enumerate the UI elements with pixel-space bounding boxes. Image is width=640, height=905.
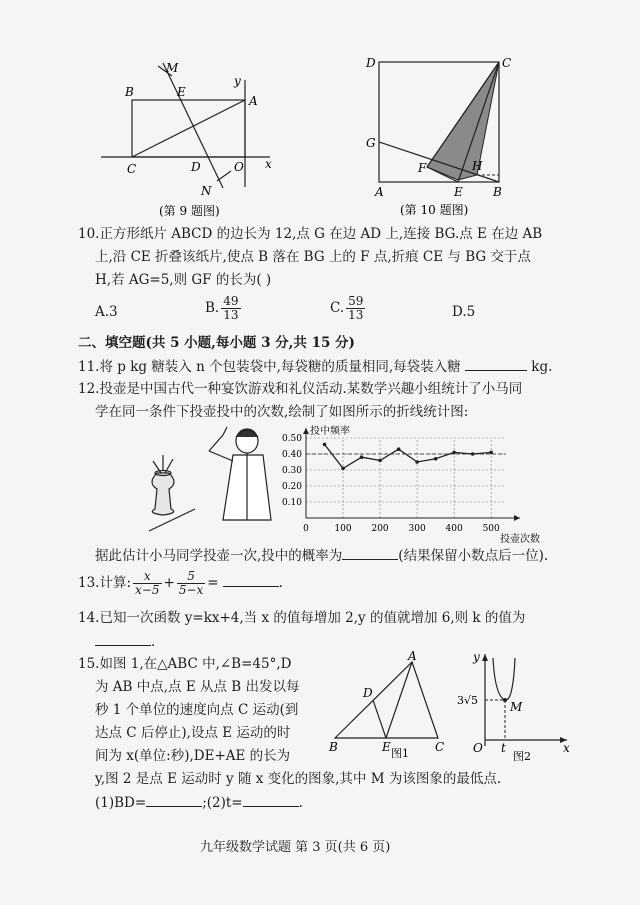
q12-frequency-chart (270, 420, 540, 545)
fig15b-label-t: t (501, 741, 506, 755)
chart-series-line (325, 444, 492, 468)
fig9-label-C: C (127, 162, 137, 176)
chart-y-arrow (303, 428, 309, 434)
q15-line6: y,图 2 是点 E 运动时 y 随 x 变化的图象,其中 M 为该图象的最低点. (95, 771, 502, 787)
chart-xlabel: 投壶次数 (500, 534, 540, 545)
fig10-label-H: H (472, 159, 483, 173)
q10-line3: H,若 AG=5,则 GF 的长为( ) (95, 272, 272, 288)
chart-data-point (341, 467, 345, 471)
fig15b-label-O: O (473, 741, 483, 755)
q15-line4: 达点 C 后停止),设点 E 运动的时 (95, 725, 291, 741)
figure-15-1 (325, 650, 450, 760)
fig10-label-B: B (493, 185, 502, 199)
fig10-label-F: F (418, 161, 427, 175)
q10-line1: 10.正方形纸片 ABCD 的边长为 12,点 G 在边 AD 上,连接 BG.点 E 在边 AB (78, 226, 543, 242)
q11-answer-blank (465, 356, 527, 371)
chart-data-point (434, 457, 438, 461)
fig9-label-y: y (234, 74, 241, 88)
chart-ytick-label: 0.40 (281, 450, 302, 460)
q10-option-d: D.5 (452, 304, 476, 320)
q11: 11.将 p kg 糖装入 n 个包装袋中,每袋糖的质量相同,每袋装入糖 kg. (78, 356, 552, 377)
q10-option-b: B. $\frac{49}{13}$ (205, 294, 239, 322)
section-fill-in-title: 二、填空题(共 5 小题,每小题 3 分,共 15 分) (78, 335, 355, 351)
fig9-label-E: E (177, 85, 186, 99)
q15-line7: (1)BD= ;(2)t= . (95, 792, 303, 813)
fig9-label-x: x (265, 157, 272, 171)
fig9-label-A: A (249, 94, 258, 108)
fig15a-label-D: D (363, 686, 373, 700)
chart-ytick-label: 0.20 (281, 482, 302, 492)
chart-data-point (489, 451, 493, 455)
q15-line5: 间为 x(单位:秒),DE+AE 的长为 (95, 748, 291, 764)
fig9-label-B: B (125, 85, 134, 99)
touhu-illustration (135, 425, 280, 535)
q15-t-blank (243, 792, 299, 807)
chart-ytick-label: 0.10 (281, 498, 302, 508)
fig15b-label-M: M (510, 700, 523, 714)
fig10-label-D: D (366, 56, 376, 70)
chart-data-point (397, 447, 401, 451)
chart-data-point (378, 459, 382, 463)
fig9-label-N: N (201, 184, 212, 198)
q14-answer-blank (95, 631, 151, 646)
q13: 13.计算: $\frac{x}{x-5}$ + $\frac{5}{5-x}$ = . (78, 569, 283, 597)
chart-x-arrow (514, 515, 520, 521)
fig10-label-G: G (366, 136, 376, 150)
q12-answer-blank (342, 545, 398, 560)
fig15a-label-E: E (382, 740, 391, 754)
q12-line3: 据此估计小马同学投壶一次,投中的概率为 (结果保留小数点后一位). (95, 545, 548, 566)
q14-line2: . (95, 631, 155, 652)
q10-option-c: C. $\frac{59}{13}$ (330, 294, 364, 322)
q13-answer-blank (223, 572, 279, 587)
q15-line2: 为 AB 中点,点 E 从点 B 出发以每 (95, 679, 300, 695)
chart-xtick-label: 400 (445, 524, 463, 534)
chart-data-point (323, 443, 327, 447)
fig9-label-D: D (191, 160, 201, 174)
fig15a-label-B: B (329, 740, 338, 754)
q12-line1: 12.投壶是中国古代一种宴饮游戏和礼仪活动.某数学兴趣小组统计了小马同 (78, 381, 523, 397)
fig15a-caption: 图1 (391, 747, 409, 760)
fig15b-label-x: x (563, 741, 570, 755)
chart-data-point (452, 451, 456, 455)
chart-ylabel: 投中频率 (310, 426, 350, 437)
q15-bd-blank (146, 792, 202, 807)
chart-ytick-label: 0.50 (281, 434, 302, 444)
chart-xtick-label: 0 (303, 524, 309, 534)
q10-line2: 上,沿 CE 折叠该纸片,使点 B 落在 BG 上的 F 点,折痕 CE 与 BG 交于点 (95, 249, 531, 265)
chart-data-point (415, 460, 419, 464)
q10-option-a: A.3 (95, 304, 118, 320)
fig15b-label-value: 3√5 (457, 694, 479, 707)
chart-data-point (471, 452, 475, 456)
page-footer: 九年级数学试题 第 3 页(共 6 页) (200, 840, 391, 855)
chart-xtick-label: 500 (482, 524, 500, 534)
chart-xtick-label: 100 (334, 524, 352, 534)
fig15b-label-y: y (473, 650, 480, 664)
q15-line3: 秒 1 个单位的速度向点 C 运动(到 (95, 702, 299, 718)
fig10-label-C: C (502, 56, 512, 70)
fig15a-label-A: A (408, 650, 417, 663)
chart-ytick-label: 0.30 (281, 466, 302, 476)
fig15a-label-C: C (435, 740, 445, 754)
q12-line2: 学在同一条件下投壶投中的次数,绘制了如图所示的折线统计图: (95, 404, 469, 420)
figure-10 (360, 52, 520, 222)
q14-line1: 14.已知一次函数 y=kx+4,当 x 的值每增加 2,y 的值就增加 6,则 k 的值为 (78, 610, 526, 626)
figure-15-2 (455, 648, 575, 763)
fig10-label-A: A (375, 185, 384, 199)
chart-xtick-label: 200 (371, 524, 389, 534)
fig9-caption: (第 9 题图) (159, 204, 220, 218)
fig9-label-M: M (166, 61, 179, 75)
fig10-label-E: E (454, 185, 463, 199)
q15-line1: 15.如图 1,在△ABC 中,∠B=45°,D (78, 656, 292, 672)
figure-9 (95, 55, 295, 220)
chart-data-point (360, 455, 364, 459)
fig10-caption: (第 10 题图) (400, 203, 469, 217)
fig9-label-O: O (234, 160, 244, 174)
fig15b-caption: 图2 (513, 750, 531, 763)
chart-xtick-label: 300 (408, 524, 426, 534)
